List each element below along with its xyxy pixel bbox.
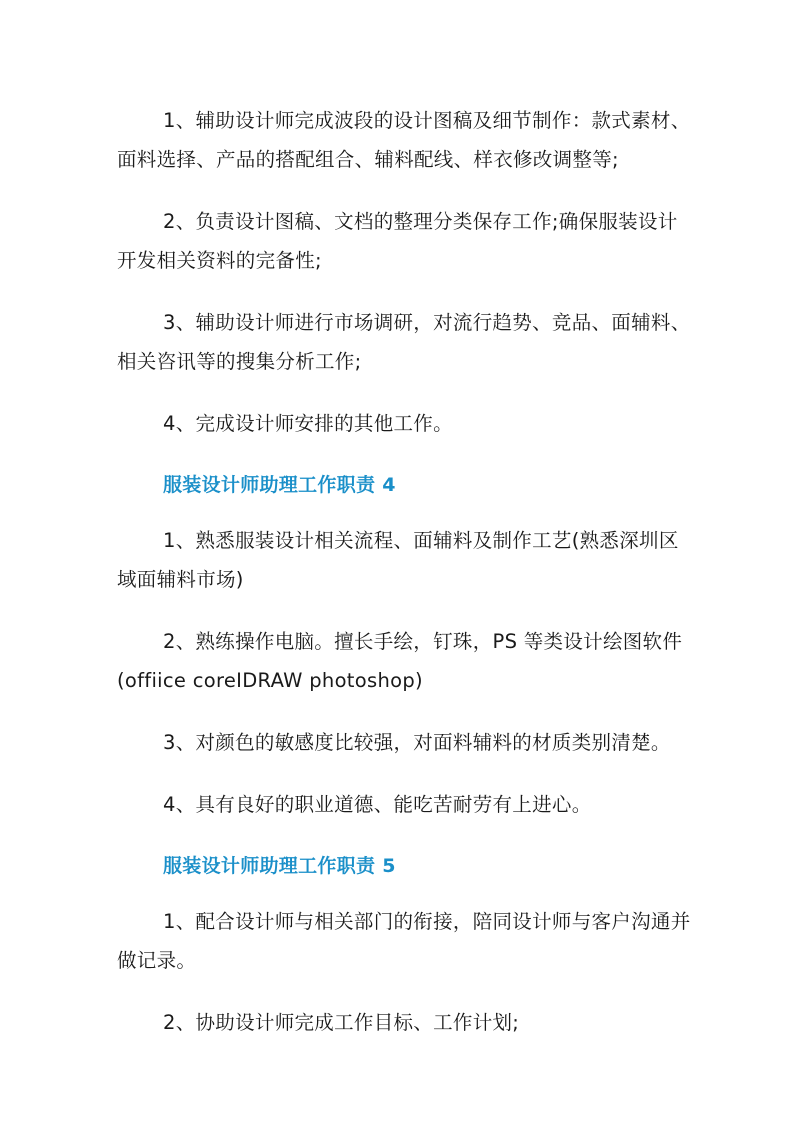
list-item: 2、协助设计师完成工作目标、工作计划; (163, 1011, 520, 1034)
section-4 (117, 466, 697, 824)
list-item: 4、完成设计师安排的其他工作。 (163, 412, 453, 435)
list-item: 3、辅助设计师进行市场调研，对流行趋势、竞品、面辅料、相关咨讯等的搜集分析工作; (117, 311, 691, 373)
list-item: 1、熟悉服装设计相关流程、面辅料及制作工艺(熟悉深圳区域面辅料市场) (117, 529, 679, 591)
section-5 (117, 847, 697, 1042)
section-heading: 服装设计师助理工作职责 4 (163, 474, 396, 496)
section-heading: 服装设计师助理工作职责 5 (163, 855, 396, 877)
list-item: 1、配合设计师与相关部门的衔接，陪同设计师与客户沟通并做记录。 (117, 910, 691, 972)
document-page (117, 101, 697, 1065)
section-3-list (117, 101, 697, 443)
list-item: 4、具有良好的职业道德、能吃苦耐劳有上进心。 (163, 793, 592, 816)
list-item: 3、对颜色的敏感度比较强，对面料辅料的材质类别清楚。 (163, 731, 671, 754)
list-item: 2、负责设计图稿、文档的整理分类保存工作;确保服装设计开发相关资料的完备性; (117, 210, 678, 272)
list-item: 2、熟练操作电脑。擅长手绘，钉珠，PS 等类设计绘图软件(offiice coreIDRAW photoshop) (117, 630, 683, 692)
list-item: 1、辅助设计师完成波段的设计图稿及细节制作：款式素材、面料选择、产品的搭配组合、辅料配线、样衣修改调整等; (117, 109, 691, 171)
